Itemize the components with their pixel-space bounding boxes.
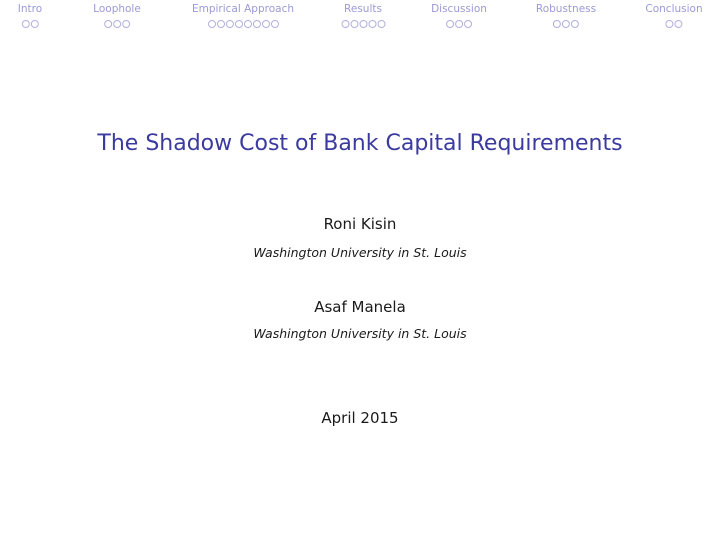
- nav-section-results[interactable]: [341, 3, 386, 28]
- nav-dots[interactable]: [431, 18, 487, 28]
- nav-label[interactable]: Conclusion: [645, 3, 703, 15]
- nav-section-discussion[interactable]: [431, 3, 487, 28]
- nav-section-intro[interactable]: [18, 3, 42, 28]
- nav-label[interactable]: Robustness: [535, 3, 597, 15]
- nav-label[interactable]: Empirical Approach: [191, 3, 295, 15]
- nav-slide-dot[interactable]: [553, 20, 561, 28]
- nav-slide-dot[interactable]: [271, 20, 279, 28]
- nav-label[interactable]: Discussion: [431, 3, 487, 15]
- nav-slide-dot[interactable]: [464, 20, 472, 28]
- presentation-date: April 2015: [321, 409, 399, 427]
- author-affiliation: Washington University in St. Louis: [253, 245, 467, 260]
- nav-slide-dot[interactable]: [104, 20, 112, 28]
- nav-dots[interactable]: [341, 18, 386, 28]
- nav-dots[interactable]: [645, 18, 702, 28]
- presentation-title: The Shadow Cost of Bank Capital Requirements: [97, 131, 623, 156]
- nav-label[interactable]: Results: [344, 3, 382, 15]
- nav-slide-dot[interactable]: [217, 20, 225, 28]
- nav-dots[interactable]: [93, 18, 141, 28]
- author-name: Roni Kisin: [323, 215, 397, 233]
- nav-slide-dot[interactable]: [674, 20, 682, 28]
- nav-slide-dot[interactable]: [377, 20, 385, 28]
- nav-slide-dot[interactable]: [226, 20, 234, 28]
- nav-section-loophole[interactable]: [93, 3, 141, 28]
- nav-dots[interactable]: [192, 18, 294, 28]
- nav-slide-dot[interactable]: [341, 20, 349, 28]
- nav-slide-dot[interactable]: [208, 20, 216, 28]
- nav-slide-dot[interactable]: [113, 20, 121, 28]
- nav-slide-dot[interactable]: [262, 20, 270, 28]
- nav-section-conclusion[interactable]: [645, 3, 702, 28]
- section-navigation: [0, 0, 720, 30]
- nav-slide-dot[interactable]: [562, 20, 570, 28]
- nav-slide-dot[interactable]: [455, 20, 463, 28]
- nav-slide-dot[interactable]: [21, 20, 29, 28]
- nav-section-robustness[interactable]: [536, 3, 596, 28]
- nav-slide-dot[interactable]: [359, 20, 367, 28]
- nav-label[interactable]: Loophole: [93, 3, 141, 15]
- nav-slide-dot[interactable]: [665, 20, 673, 28]
- nav-slide-dot[interactable]: [253, 20, 261, 28]
- nav-slide-dot[interactable]: [30, 20, 38, 28]
- nav-slide-dot[interactable]: [446, 20, 454, 28]
- nav-slide-dot[interactable]: [244, 20, 252, 28]
- nav-section-empirical-approach[interactable]: [192, 3, 294, 28]
- nav-dots[interactable]: [18, 18, 42, 28]
- nav-slide-dot[interactable]: [571, 20, 579, 28]
- author-affiliation: Washington University in St. Louis: [253, 326, 467, 341]
- author-name: Asaf Manela: [314, 298, 406, 316]
- nav-slide-dot[interactable]: [350, 20, 358, 28]
- nav-slide-dot[interactable]: [368, 20, 376, 28]
- nav-dots[interactable]: [536, 18, 596, 28]
- nav-label[interactable]: Intro: [17, 3, 43, 15]
- nav-slide-dot[interactable]: [122, 20, 130, 28]
- nav-slide-dot[interactable]: [235, 20, 243, 28]
